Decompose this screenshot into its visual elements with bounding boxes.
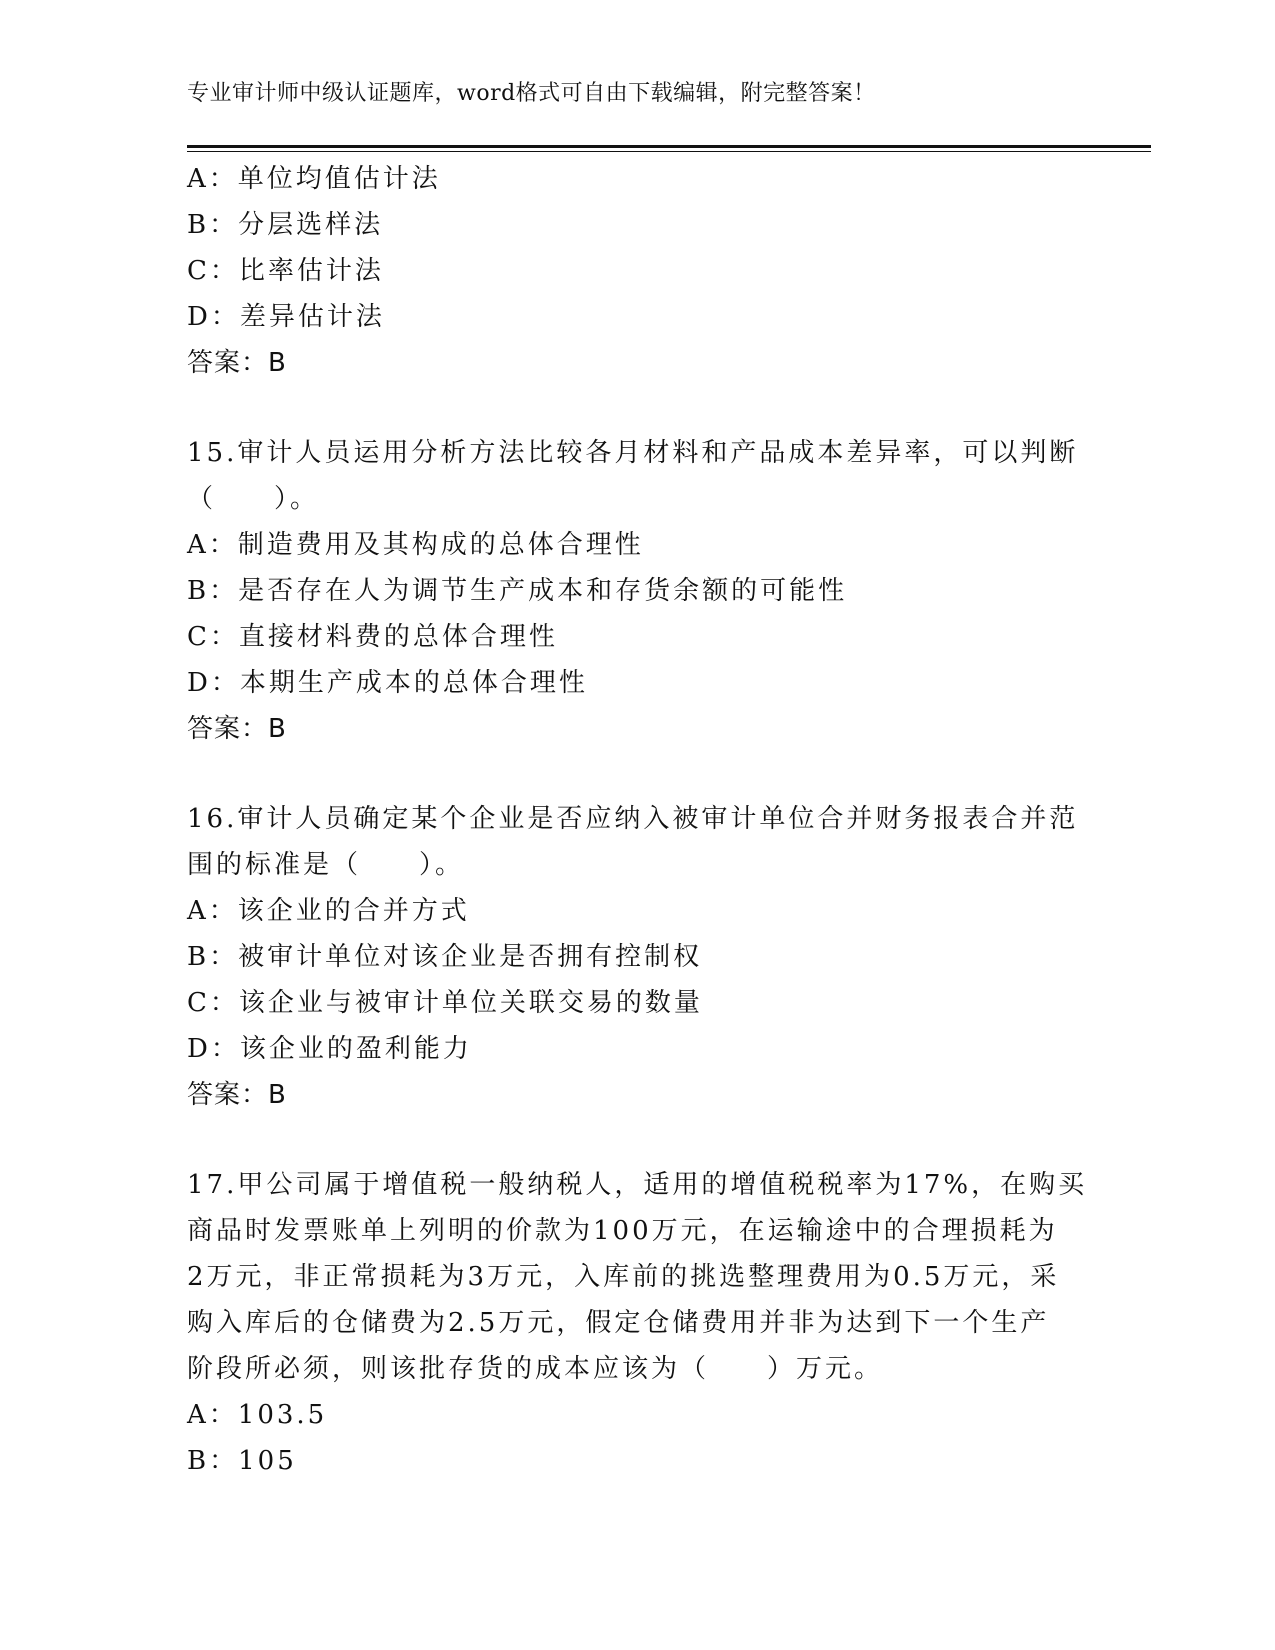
question-text-line: 15.审计人员运用分析方法比较各月材料和产品成本差异率，可以判断 (187, 438, 1079, 468)
option-d: D：差异估计法 (187, 302, 385, 332)
question-block-14 (187, 156, 1087, 386)
header-rule-thin (187, 151, 1151, 152)
question-block-17 (187, 1162, 1087, 1484)
question-block-15 (187, 430, 1087, 752)
option-b: B：105 (187, 1446, 297, 1476)
question-block-16 (187, 796, 1087, 1118)
question-text-line: 2万元，非正常损耗为3万元，入库前的挑选整理费用为0.5万元，采 (187, 1262, 1060, 1292)
option-b: B：被审计单位对该企业是否拥有控制权 (187, 942, 703, 972)
question-text-line: 16.审计人员确定某个企业是否应纳入被审计单位合并财务报表合并范 (187, 804, 1079, 834)
option-c: C：比率估计法 (187, 256, 384, 286)
question-text-line: 购入库后的仓储费为2.5万元，假定仓储费用并非为达到下一个生产 (187, 1308, 1050, 1338)
question-text-line: 围的标准是（ ）。 (187, 850, 465, 880)
option-b: B：是否存在人为调节生产成本和存货余额的可能性 (187, 576, 848, 606)
answer-line: 答案：B (187, 348, 287, 378)
spacer (187, 386, 1087, 430)
answer-line: 答案：B (187, 714, 287, 744)
option-c: C：直接材料费的总体合理性 (187, 622, 558, 652)
option-b: B：分层选样法 (187, 210, 384, 240)
option-c: C：该企业与被审计单位关联交易的数量 (187, 988, 703, 1018)
option-d: D：该企业的盈利能力 (187, 1034, 472, 1064)
option-a: A：制造费用及其构成的总体合理性 (187, 530, 644, 560)
answer-line: 答案：B (187, 1080, 287, 1110)
spacer (187, 752, 1087, 796)
question-text-line: 17.甲公司属于增值税一般纳税人，适用的增值税税率为17%，在购买 (187, 1170, 1088, 1200)
option-a: A：单位均值估计法 (187, 164, 441, 194)
header-rule-thick (187, 145, 1151, 148)
question-text-line: 商品时发票账单上列明的价款为100万元，在运输途中的合理损耗为 (187, 1216, 1058, 1246)
question-content (187, 156, 1087, 1484)
option-a: A：103.5 (187, 1400, 328, 1430)
option-a: A：该企业的合并方式 (187, 896, 470, 926)
question-text-line: 阶段所必须，则该批存货的成本应该为（ ）万元。 (187, 1354, 884, 1384)
page-header-title: 专业审计师中级认证题库，word格式可自由下载编辑，附完整答案！ (187, 81, 876, 106)
spacer (187, 1118, 1087, 1162)
option-d: D：本期生产成本的总体合理性 (187, 668, 588, 698)
question-text-line: （ ）。 (187, 484, 320, 514)
